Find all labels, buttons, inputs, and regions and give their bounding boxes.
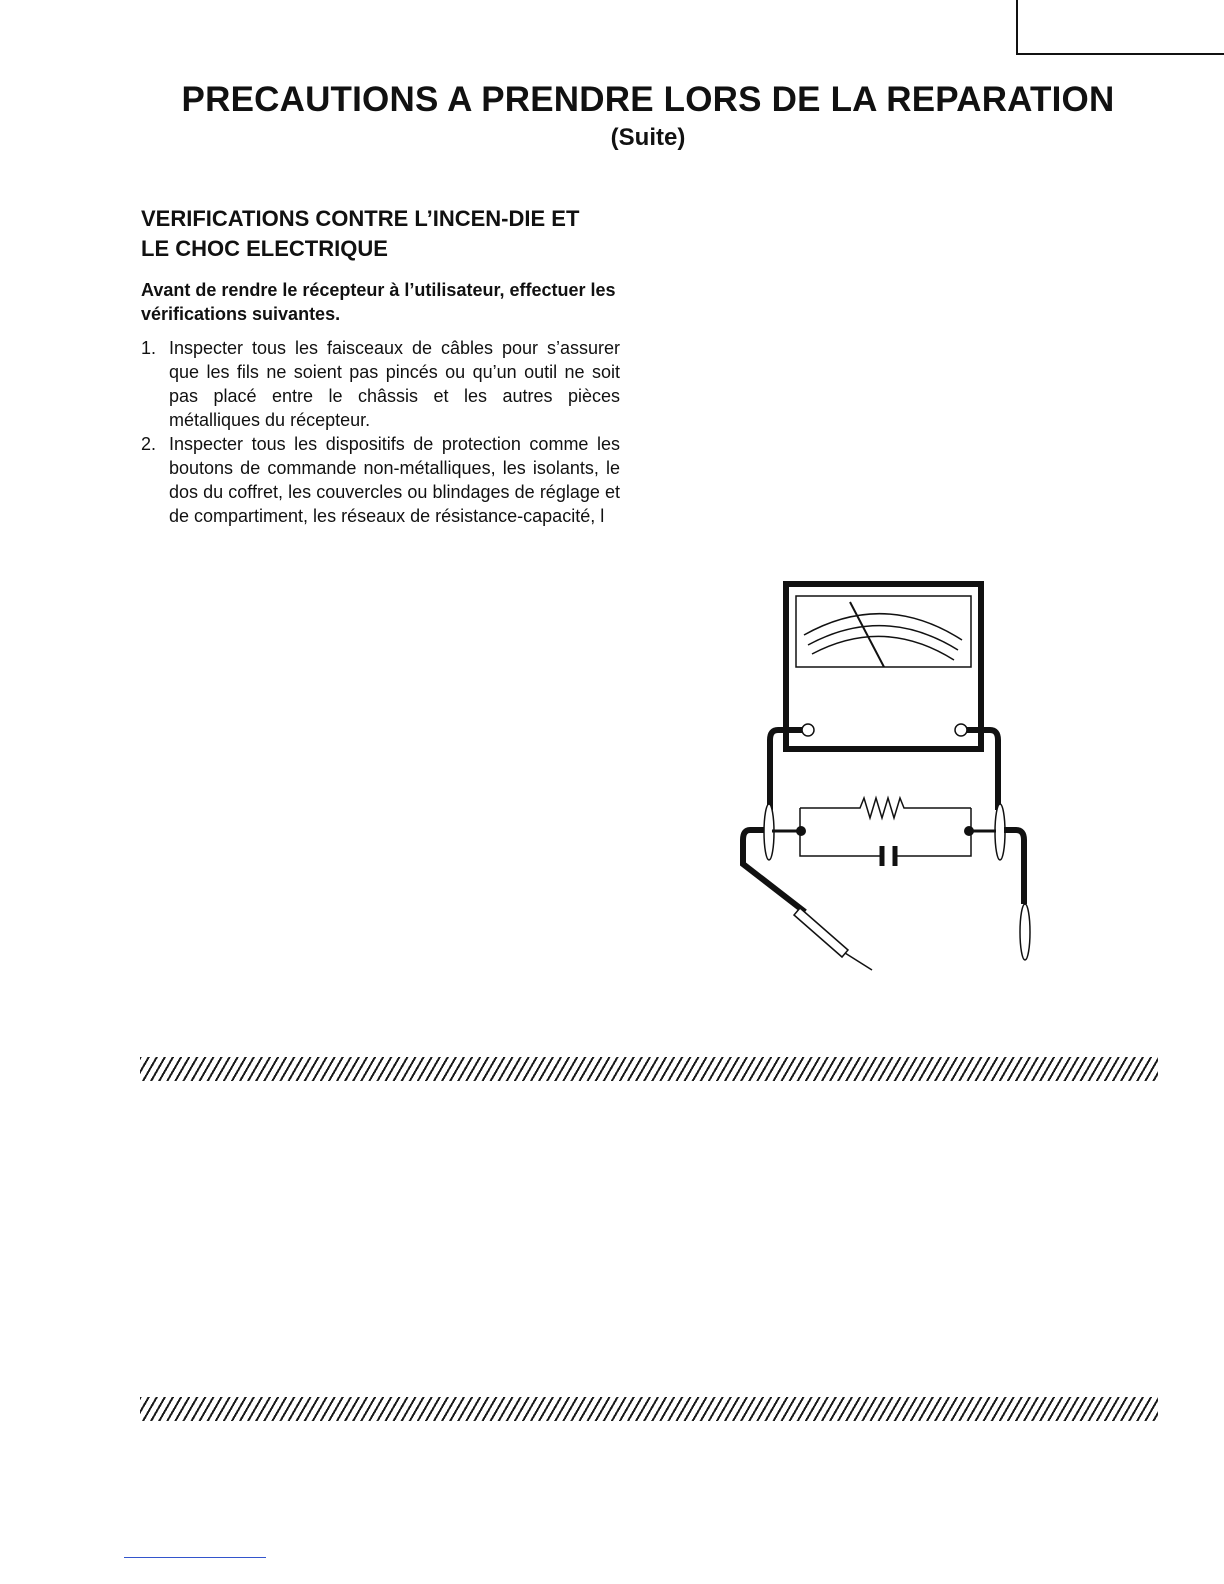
list-item xyxy=(141,336,620,432)
list-item-number: 2. xyxy=(141,434,157,454)
page-subtitle: (Suite) xyxy=(610,124,686,151)
section-heading-line1: VERIFICATIONS CONTRE L’INCEN-DIE ET xyxy=(141,206,580,231)
hatched-separator-top xyxy=(140,1057,1158,1081)
meter-resistor-capacitor-icon xyxy=(730,575,1050,985)
section-heading-line2: LE CHOC ELECTRIQUE xyxy=(141,236,388,261)
list-item-text: Inspecter tous les dispositifs de protection comme les boutons de commande non-métalliques, les isolants, le dos du coffret, les couvercles ou blindages de réglage et de compartiment, les réseaux de résistance-capacité, l xyxy=(169,434,620,526)
section-intro: Avant de rendre le récepteur à l’utilisateur, effectuer les vérifications suivantes. xyxy=(141,280,616,324)
safety-check-section xyxy=(141,204,620,528)
corner-frame xyxy=(1016,0,1224,55)
list-item-number: 1. xyxy=(141,338,157,358)
section-heading xyxy=(141,204,620,264)
footer-rule xyxy=(124,1557,266,1558)
check-list xyxy=(141,336,620,528)
list-item-text: Inspecter tous les faisceaux de câbles pour s’assurer que les fils ne soient pas pincés ou qu’un outil ne soit pas placé entre le châssis et les autres pièces métalliques du récepteur. xyxy=(169,338,620,430)
hatched-separator-bottom xyxy=(140,1397,1158,1421)
page-title: PRECAUTIONS A PRENDRE LORS DE LA REPARATION xyxy=(181,80,1115,119)
list-item xyxy=(141,432,620,528)
